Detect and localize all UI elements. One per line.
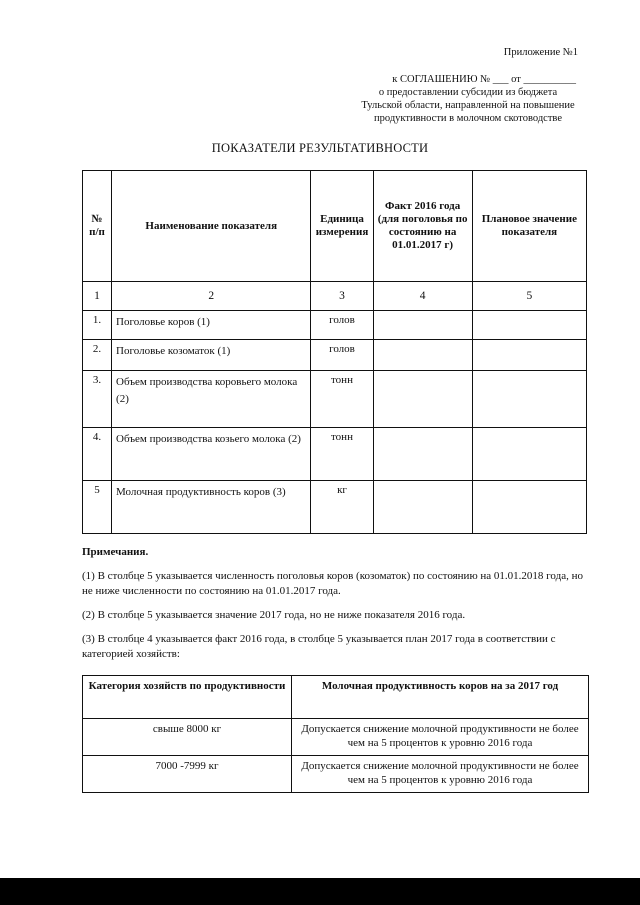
indicator-name: Объем производства коровьего молока (2) bbox=[112, 371, 311, 428]
productivity-header-cell: Молочная продуктивность коров на за 2017 год bbox=[292, 676, 589, 719]
row-number: 3. bbox=[83, 371, 112, 428]
column-number: 3 bbox=[311, 282, 373, 311]
column-number: 2 bbox=[112, 282, 311, 311]
header-cell-unit: Единица измерения bbox=[311, 171, 373, 282]
table-row bbox=[83, 756, 589, 793]
appendix-label: Приложение №1 bbox=[503, 47, 578, 58]
row-number: 2. bbox=[83, 340, 112, 371]
fact-cell bbox=[373, 481, 472, 534]
productivity-cell: Допускается снижение молочной продуктивности не более чем на 5 процентов к уровню 2016 года bbox=[292, 756, 589, 793]
plan-cell bbox=[472, 428, 586, 481]
table-row bbox=[83, 340, 587, 371]
indicator-name: Поголовье козоматок (1) bbox=[112, 340, 311, 371]
unit-cell: тонн bbox=[311, 371, 373, 428]
row-number: 4. bbox=[83, 428, 112, 481]
column-number: 4 bbox=[373, 282, 472, 311]
agreement-line: к СОГЛАШЕНИЮ № ___ от __________ bbox=[392, 74, 576, 85]
productivity-cell: Допускается снижение молочной продуктивности не более чем на 5 процентов к уровню 2016 года bbox=[292, 719, 589, 756]
unit-cell: тонн bbox=[311, 428, 373, 481]
fact-cell bbox=[373, 340, 472, 371]
header-cell-number: № п/п bbox=[83, 171, 112, 282]
appendix-header bbox=[348, 46, 588, 125]
category-table bbox=[82, 675, 589, 793]
fact-cell bbox=[373, 428, 472, 481]
category-header-row bbox=[83, 676, 589, 719]
notes-title: Примечания. bbox=[82, 546, 149, 558]
header-line-5: продуктивности в молочном скотоводстве bbox=[374, 113, 562, 124]
plan-cell bbox=[472, 481, 586, 534]
indicator-name: Молочная продуктивность коров (3) bbox=[112, 481, 311, 534]
fact-cell bbox=[373, 311, 472, 340]
column-number: 5 bbox=[472, 282, 586, 311]
unit-cell: голов bbox=[311, 311, 373, 340]
header-line-3: о предоставлении субсидии из бюджета bbox=[378, 87, 558, 98]
header-cell-fact: Факт 2016 года (для поголовья по состоянию на 01.01.2017 г) bbox=[373, 171, 472, 282]
notes-section bbox=[82, 545, 592, 671]
category-header-cell: Категория хозяйств по продуктивности bbox=[83, 676, 292, 719]
unit-cell: голов bbox=[311, 340, 373, 371]
indicator-name: Объем производства козьего молока (2) bbox=[112, 428, 311, 481]
table-row bbox=[83, 428, 587, 481]
fact-cell bbox=[373, 371, 472, 428]
column-number: 1 bbox=[83, 282, 112, 311]
table-row bbox=[83, 311, 587, 340]
row-number: 1. bbox=[83, 311, 112, 340]
category-cell: свыше 8000 кг bbox=[83, 719, 292, 756]
row-number: 5 bbox=[83, 481, 112, 534]
plan-cell bbox=[472, 311, 586, 340]
category-cell: 7000 -7999 кг bbox=[83, 756, 292, 793]
column-number-row bbox=[83, 282, 587, 311]
table-row bbox=[83, 481, 587, 534]
header-cell-name: Наименование показателя bbox=[112, 171, 311, 282]
unit-cell: кг bbox=[311, 481, 373, 534]
scan-bottom-edge bbox=[0, 878, 640, 905]
note-2: (2) В столбце 5 указывается значение 2017 года, но не ниже показателя 2016 года. bbox=[82, 609, 466, 621]
indicator-name: Поголовье коров (1) bbox=[112, 311, 311, 340]
table-row bbox=[83, 719, 589, 756]
plan-cell bbox=[472, 340, 586, 371]
table-row bbox=[83, 371, 587, 428]
header-cell-plan: Плановое значение показателя bbox=[472, 171, 586, 282]
page-title: ПОКАЗАТЕЛИ РЕЗУЛЬТАТИВНОСТИ bbox=[211, 141, 429, 155]
header-line-4: Тульской области, направленной на повышение bbox=[361, 100, 575, 111]
plan-cell bbox=[472, 371, 586, 428]
indicators-table bbox=[82, 170, 587, 534]
note-1: (1) В столбце 5 указывается численность поголовья коров (козоматок) по состоянию на 01.01.2018 года, но не ниже численности по состоянию на 01.01.2017 года. bbox=[82, 570, 583, 597]
table-header-row bbox=[83, 171, 587, 282]
note-3: (3) В столбце 4 указывается факт 2016 года, в столбце 5 указывается план 2017 года в соответствии с категорией хозяйств: bbox=[82, 633, 556, 660]
